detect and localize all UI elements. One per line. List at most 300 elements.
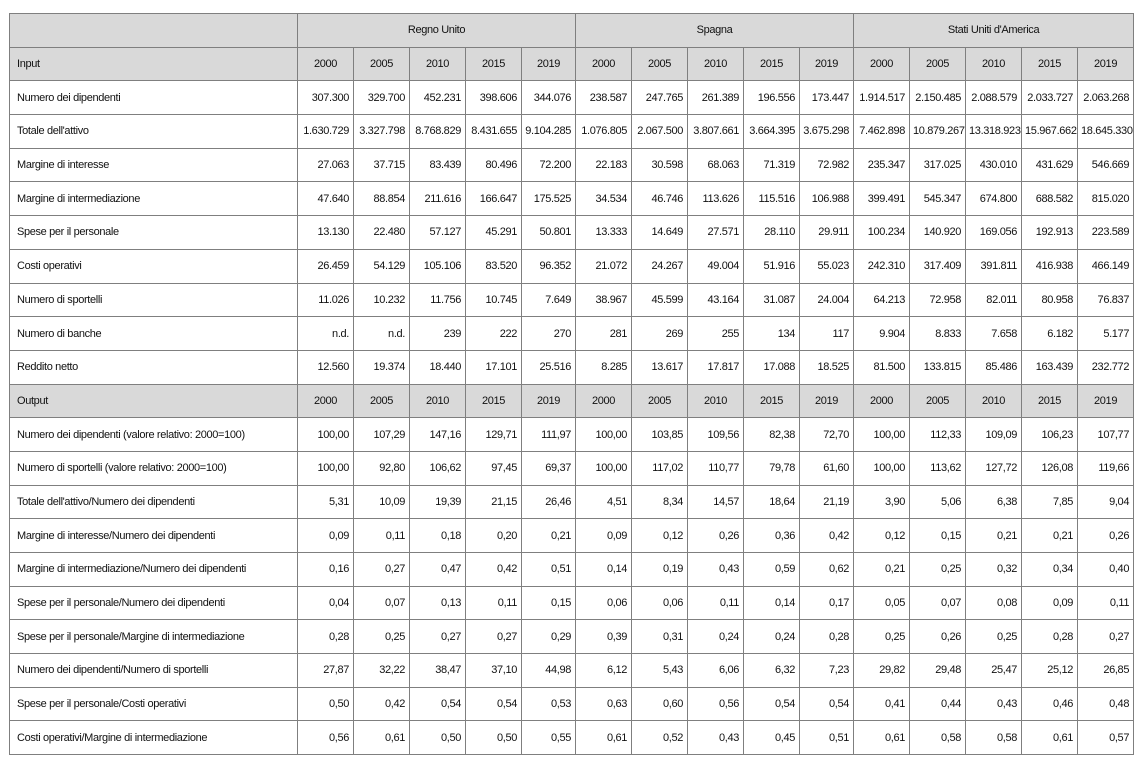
- value-cell: 3,90: [854, 485, 910, 519]
- value-cell: 76.837: [1078, 283, 1134, 317]
- value-cell: 269: [632, 317, 688, 351]
- value-cell: 255: [688, 317, 744, 351]
- value-cell: 54.129: [354, 249, 410, 283]
- value-cell: 21,19: [800, 485, 854, 519]
- value-cell: 80.496: [466, 148, 522, 182]
- value-cell: 34.534: [576, 182, 632, 216]
- value-cell: 119,66: [1078, 451, 1134, 485]
- value-cell: 261.389: [688, 81, 744, 115]
- value-cell: 0,56: [298, 721, 354, 755]
- value-cell: 25,12: [1022, 654, 1078, 688]
- value-cell: 109,09: [966, 418, 1022, 452]
- value-cell: 106,23: [1022, 418, 1078, 452]
- value-cell: 107,77: [1078, 418, 1134, 452]
- value-cell: 0,62: [800, 553, 854, 587]
- value-cell: 13.318.923: [966, 115, 1022, 149]
- value-cell: 110,77: [688, 451, 744, 485]
- row-label: Numero dei dipendenti: [10, 81, 298, 115]
- value-cell: 0,31: [632, 620, 688, 654]
- row-label: Spese per il personale/Numero dei dipendenti: [10, 586, 298, 620]
- year-header: 2000: [298, 384, 354, 418]
- value-cell: 0,24: [688, 620, 744, 654]
- value-cell: 398.606: [466, 81, 522, 115]
- value-cell: 0,26: [910, 620, 966, 654]
- value-cell: 0,06: [632, 586, 688, 620]
- value-cell: 0,51: [522, 553, 576, 587]
- value-cell: 0,11: [466, 586, 522, 620]
- value-cell: 0,39: [576, 620, 632, 654]
- year-header: 2000: [576, 47, 632, 81]
- value-cell: 112,33: [910, 418, 966, 452]
- value-cell: 5.177: [1078, 317, 1134, 351]
- value-cell: 71.319: [744, 148, 800, 182]
- value-cell: 0,21: [966, 519, 1022, 553]
- year-header: 2000: [576, 384, 632, 418]
- value-cell: 8.431.655: [466, 115, 522, 149]
- value-cell: 19.374: [354, 350, 410, 384]
- value-cell: 688.582: [1022, 182, 1078, 216]
- value-cell: 222: [466, 317, 522, 351]
- year-header: 2005: [632, 47, 688, 81]
- value-cell: 0,08: [966, 586, 1022, 620]
- value-cell: 0,27: [466, 620, 522, 654]
- value-cell: 32,22: [354, 654, 410, 688]
- value-cell: 8.768.829: [410, 115, 466, 149]
- value-cell: 22.183: [576, 148, 632, 182]
- value-cell: 2.088.579: [966, 81, 1022, 115]
- value-cell: 0,15: [910, 519, 966, 553]
- value-cell: 0,57: [1078, 721, 1134, 755]
- value-cell: 64.213: [854, 283, 910, 317]
- value-cell: 0,27: [354, 553, 410, 587]
- value-cell: 26,85: [1078, 654, 1134, 688]
- value-cell: 223.589: [1078, 216, 1134, 250]
- value-cell: 30.598: [632, 148, 688, 182]
- value-cell: 18,64: [744, 485, 800, 519]
- value-cell: 15.967.662: [1022, 115, 1078, 149]
- value-cell: 69,37: [522, 451, 576, 485]
- value-cell: 674.800: [966, 182, 1022, 216]
- value-cell: 28.110: [744, 216, 800, 250]
- value-cell: 21.072: [576, 249, 632, 283]
- value-cell: 192.913: [1022, 216, 1078, 250]
- value-cell: 7.462.898: [854, 115, 910, 149]
- value-cell: 0,09: [576, 519, 632, 553]
- table-row: [10, 553, 1134, 587]
- year-header: 2005: [354, 384, 410, 418]
- value-cell: 0,45: [744, 721, 800, 755]
- value-cell: 100.234: [854, 216, 910, 250]
- value-cell: 147,16: [410, 418, 466, 452]
- value-cell: 0,25: [910, 553, 966, 587]
- value-cell: 55.023: [800, 249, 854, 283]
- value-cell: 8,34: [632, 485, 688, 519]
- value-cell: 173.447: [800, 81, 854, 115]
- value-cell: 85.486: [966, 350, 1022, 384]
- value-cell: 0,28: [800, 620, 854, 654]
- row-label: Numero di sportelli (valore relativo: 2000=100): [10, 451, 298, 485]
- value-cell: 239: [410, 317, 466, 351]
- value-cell: 25.516: [522, 350, 576, 384]
- value-cell: 5,43: [632, 654, 688, 688]
- value-cell: 0,25: [354, 620, 410, 654]
- value-cell: 29,82: [854, 654, 910, 688]
- value-cell: 196.556: [744, 81, 800, 115]
- value-cell: 126,08: [1022, 451, 1078, 485]
- row-label: Costi operativi/Margine di intermediazione: [10, 721, 298, 755]
- value-cell: 68.063: [688, 148, 744, 182]
- value-cell: 7,23: [800, 654, 854, 688]
- year-header: 2010: [966, 384, 1022, 418]
- value-cell: 17.101: [466, 350, 522, 384]
- value-cell: 27.571: [688, 216, 744, 250]
- value-cell: 0,34: [1022, 553, 1078, 587]
- value-cell: 0,12: [854, 519, 910, 553]
- table-row: [10, 586, 1134, 620]
- value-cell: 329.700: [354, 81, 410, 115]
- value-cell: 307.300: [298, 81, 354, 115]
- value-cell: 0,42: [354, 687, 410, 721]
- table-row: [10, 317, 1134, 351]
- value-cell: 0,26: [1078, 519, 1134, 553]
- table-row: [10, 115, 1134, 149]
- value-cell: 107,29: [354, 418, 410, 452]
- value-cell: 12.560: [298, 350, 354, 384]
- value-cell: 0,43: [688, 553, 744, 587]
- table-row: [10, 485, 1134, 519]
- value-cell: 0,42: [800, 519, 854, 553]
- value-cell: 115.516: [744, 182, 800, 216]
- value-cell: 72.982: [800, 148, 854, 182]
- value-cell: 96.352: [522, 249, 576, 283]
- value-cell: 103,85: [632, 418, 688, 452]
- value-cell: 61,60: [800, 451, 854, 485]
- year-header: 2000: [298, 47, 354, 81]
- value-cell: 27.063: [298, 148, 354, 182]
- value-cell: 0,61: [854, 721, 910, 755]
- country-header: Regno Unito: [298, 14, 576, 48]
- year-header: 2000: [854, 47, 910, 81]
- value-cell: 0,53: [522, 687, 576, 721]
- value-cell: 106.988: [800, 182, 854, 216]
- value-cell: 82,38: [744, 418, 800, 452]
- value-cell: 7.649: [522, 283, 576, 317]
- value-cell: 452.231: [410, 81, 466, 115]
- value-cell: 22.480: [354, 216, 410, 250]
- value-cell: 14,57: [688, 485, 744, 519]
- value-cell: 0,42: [466, 553, 522, 587]
- row-label: Numero di sportelli: [10, 283, 298, 317]
- table-row: [10, 418, 1134, 452]
- value-cell: 46.746: [632, 182, 688, 216]
- value-cell: 79,78: [744, 451, 800, 485]
- value-cell: 0,27: [1078, 620, 1134, 654]
- section-label: Input: [10, 47, 298, 81]
- value-cell: 0,11: [354, 519, 410, 553]
- value-cell: 0,56: [688, 687, 744, 721]
- value-cell: 430.010: [966, 148, 1022, 182]
- value-cell: 80.958: [1022, 283, 1078, 317]
- value-cell: 13.617: [632, 350, 688, 384]
- row-label: Reddito netto: [10, 350, 298, 384]
- value-cell: 2.033.727: [1022, 81, 1078, 115]
- value-cell: 0,11: [1078, 586, 1134, 620]
- value-cell: 0,61: [354, 721, 410, 755]
- value-cell: 18.645.330: [1078, 115, 1134, 149]
- value-cell: 45.291: [466, 216, 522, 250]
- value-cell: 0,21: [1022, 519, 1078, 553]
- value-cell: 11.756: [410, 283, 466, 317]
- value-cell: 0,19: [632, 553, 688, 587]
- value-cell: 0,58: [966, 721, 1022, 755]
- value-cell: 83.520: [466, 249, 522, 283]
- value-cell: 0,52: [632, 721, 688, 755]
- value-cell: 109,56: [688, 418, 744, 452]
- value-cell: 0,09: [1022, 586, 1078, 620]
- value-cell: 270: [522, 317, 576, 351]
- row-label: Costi operativi: [10, 249, 298, 283]
- value-cell: 0,14: [576, 553, 632, 587]
- value-cell: 24.267: [632, 249, 688, 283]
- value-cell: 0,61: [576, 721, 632, 755]
- value-cell: 100,00: [576, 418, 632, 452]
- value-cell: 0,54: [410, 687, 466, 721]
- value-cell: 0,21: [854, 553, 910, 587]
- value-cell: 113.626: [688, 182, 744, 216]
- country-header: Stati Uniti d'America: [854, 14, 1134, 48]
- year-header: 2015: [1022, 47, 1078, 81]
- value-cell: 391.811: [966, 249, 1022, 283]
- value-cell: 5,31: [298, 485, 354, 519]
- value-cell: 0,51: [800, 721, 854, 755]
- year-header: 2015: [466, 47, 522, 81]
- value-cell: 0,09: [298, 519, 354, 553]
- value-cell: 100,00: [854, 451, 910, 485]
- value-cell: 7.658: [966, 317, 1022, 351]
- table-row: [10, 620, 1134, 654]
- value-cell: 18.440: [410, 350, 466, 384]
- table-row: [10, 687, 1134, 721]
- value-cell: 0,27: [410, 620, 466, 654]
- value-cell: 83.439: [410, 148, 466, 182]
- value-cell: n.d.: [298, 317, 354, 351]
- corner-cell: [10, 14, 298, 48]
- value-cell: 0,17: [800, 586, 854, 620]
- row-label: Margine di interesse/Numero dei dipendenti: [10, 519, 298, 553]
- value-cell: 3.327.798: [354, 115, 410, 149]
- value-cell: 5,06: [910, 485, 966, 519]
- value-cell: 163.439: [1022, 350, 1078, 384]
- row-label: Totale dell'attivo/Numero dei dipendenti: [10, 485, 298, 519]
- year-header: 2019: [800, 47, 854, 81]
- row-label: Totale dell'attivo: [10, 115, 298, 149]
- value-cell: 0,43: [966, 687, 1022, 721]
- year-header: 2019: [1078, 47, 1134, 81]
- value-cell: 0,54: [466, 687, 522, 721]
- value-cell: 6,12: [576, 654, 632, 688]
- value-cell: 0,16: [298, 553, 354, 587]
- value-cell: 242.310: [854, 249, 910, 283]
- value-cell: 0,54: [800, 687, 854, 721]
- bank-comparison-table: [9, 13, 1134, 755]
- year-header: 2005: [910, 47, 966, 81]
- value-cell: 235.347: [854, 148, 910, 182]
- value-cell: 0,28: [298, 620, 354, 654]
- value-cell: 25,47: [966, 654, 1022, 688]
- year-header: 2019: [800, 384, 854, 418]
- value-cell: 88.854: [354, 182, 410, 216]
- value-cell: 82.011: [966, 283, 1022, 317]
- value-cell: 1.914.517: [854, 81, 910, 115]
- value-cell: 0,28: [1022, 620, 1078, 654]
- year-header: 2000: [854, 384, 910, 418]
- value-cell: 0,50: [410, 721, 466, 755]
- row-label: Margine di intermediazione/Numero dei dipendenti: [10, 553, 298, 587]
- value-cell: 7,85: [1022, 485, 1078, 519]
- value-cell: 24.004: [800, 283, 854, 317]
- value-cell: 0,18: [410, 519, 466, 553]
- row-label: Spese per il personale/Costi operativi: [10, 687, 298, 721]
- value-cell: 0,41: [854, 687, 910, 721]
- row-label: Margine di interesse: [10, 148, 298, 182]
- year-header: 2010: [688, 384, 744, 418]
- table-row: [10, 283, 1134, 317]
- country-header: Spagna: [576, 14, 854, 48]
- value-cell: 31.087: [744, 283, 800, 317]
- value-cell: 0,06: [576, 586, 632, 620]
- value-cell: 0,50: [466, 721, 522, 755]
- section-label: Output: [10, 384, 298, 418]
- value-cell: 26,46: [522, 485, 576, 519]
- value-cell: 111,97: [522, 418, 576, 452]
- value-cell: 10.232: [354, 283, 410, 317]
- value-cell: 546.669: [1078, 148, 1134, 182]
- value-cell: 0,11: [688, 586, 744, 620]
- year-header: 2019: [522, 384, 576, 418]
- value-cell: 232.772: [1078, 350, 1134, 384]
- value-cell: 2.063.268: [1078, 81, 1134, 115]
- value-cell: 0,54: [744, 687, 800, 721]
- value-cell: 140.920: [910, 216, 966, 250]
- value-cell: 3.807.661: [688, 115, 744, 149]
- value-cell: 8.833: [910, 317, 966, 351]
- value-cell: 100,00: [298, 451, 354, 485]
- value-cell: 416.938: [1022, 249, 1078, 283]
- value-cell: 0,43: [688, 721, 744, 755]
- value-cell: 37,10: [466, 654, 522, 688]
- value-cell: 45.599: [632, 283, 688, 317]
- value-cell: 399.491: [854, 182, 910, 216]
- value-cell: 211.616: [410, 182, 466, 216]
- value-cell: 0,32: [966, 553, 1022, 587]
- year-header: 2010: [688, 47, 744, 81]
- value-cell: 0,07: [354, 586, 410, 620]
- value-cell: 0,46: [1022, 687, 1078, 721]
- value-cell: 0,58: [910, 721, 966, 755]
- value-cell: 100,00: [298, 418, 354, 452]
- year-header: 2005: [354, 47, 410, 81]
- value-cell: 6,32: [744, 654, 800, 688]
- year-header: 2010: [410, 384, 466, 418]
- value-cell: 0,20: [466, 519, 522, 553]
- value-cell: 466.149: [1078, 249, 1134, 283]
- year-header: 2005: [910, 384, 966, 418]
- value-cell: 0,26: [688, 519, 744, 553]
- value-cell: 344.076: [522, 81, 576, 115]
- year-header: 2015: [466, 384, 522, 418]
- table-row: [10, 148, 1134, 182]
- value-cell: 43.164: [688, 283, 744, 317]
- value-cell: 10.745: [466, 283, 522, 317]
- table-row: [10, 451, 1134, 485]
- row-label: Numero di banche: [10, 317, 298, 351]
- value-cell: 72.958: [910, 283, 966, 317]
- value-cell: 2.067.500: [632, 115, 688, 149]
- value-cell: 10,09: [354, 485, 410, 519]
- value-cell: 0,44: [910, 687, 966, 721]
- table-row: [10, 249, 1134, 283]
- value-cell: 0,47: [410, 553, 466, 587]
- value-cell: 0,55: [522, 721, 576, 755]
- table-row: [10, 216, 1134, 250]
- value-cell: 100,00: [854, 418, 910, 452]
- value-cell: 815.020: [1078, 182, 1134, 216]
- row-label: Spese per il personale: [10, 216, 298, 250]
- value-cell: 37.715: [354, 148, 410, 182]
- value-cell: 317.409: [910, 249, 966, 283]
- value-cell: 0,04: [298, 586, 354, 620]
- table-row: [10, 182, 1134, 216]
- value-cell: 10.879.267: [910, 115, 966, 149]
- value-cell: 169.056: [966, 216, 1022, 250]
- section-header-row: [10, 47, 1134, 81]
- value-cell: 44,98: [522, 654, 576, 688]
- value-cell: 13.130: [298, 216, 354, 250]
- value-cell: 1.630.729: [298, 115, 354, 149]
- value-cell: 117,02: [632, 451, 688, 485]
- value-cell: 247.765: [632, 81, 688, 115]
- value-cell: 47.640: [298, 182, 354, 216]
- value-cell: 29.911: [800, 216, 854, 250]
- year-header: 2015: [1022, 384, 1078, 418]
- year-header: 2019: [522, 47, 576, 81]
- year-header: 2005: [632, 384, 688, 418]
- row-label: Spese per il personale/Margine di intermediazione: [10, 620, 298, 654]
- value-cell: 105.106: [410, 249, 466, 283]
- table-row: [10, 519, 1134, 553]
- value-cell: 238.587: [576, 81, 632, 115]
- value-cell: 72,70: [800, 418, 854, 452]
- value-cell: 4,51: [576, 485, 632, 519]
- value-cell: 72.200: [522, 148, 576, 182]
- value-cell: 117: [800, 317, 854, 351]
- year-header: 2019: [1078, 384, 1134, 418]
- value-cell: 2.150.485: [910, 81, 966, 115]
- value-cell: 9.904: [854, 317, 910, 351]
- value-cell: 0,48: [1078, 687, 1134, 721]
- value-cell: 0,50: [298, 687, 354, 721]
- year-header: 2010: [966, 47, 1022, 81]
- value-cell: 6.182: [1022, 317, 1078, 351]
- value-cell: 0,05: [854, 586, 910, 620]
- value-cell: 9,04: [1078, 485, 1134, 519]
- value-cell: 0,25: [966, 620, 1022, 654]
- value-cell: 166.647: [466, 182, 522, 216]
- value-cell: 49.004: [688, 249, 744, 283]
- value-cell: 106,62: [410, 451, 466, 485]
- row-label: Numero dei dipendenti/Numero di sportelli: [10, 654, 298, 688]
- value-cell: 0,61: [1022, 721, 1078, 755]
